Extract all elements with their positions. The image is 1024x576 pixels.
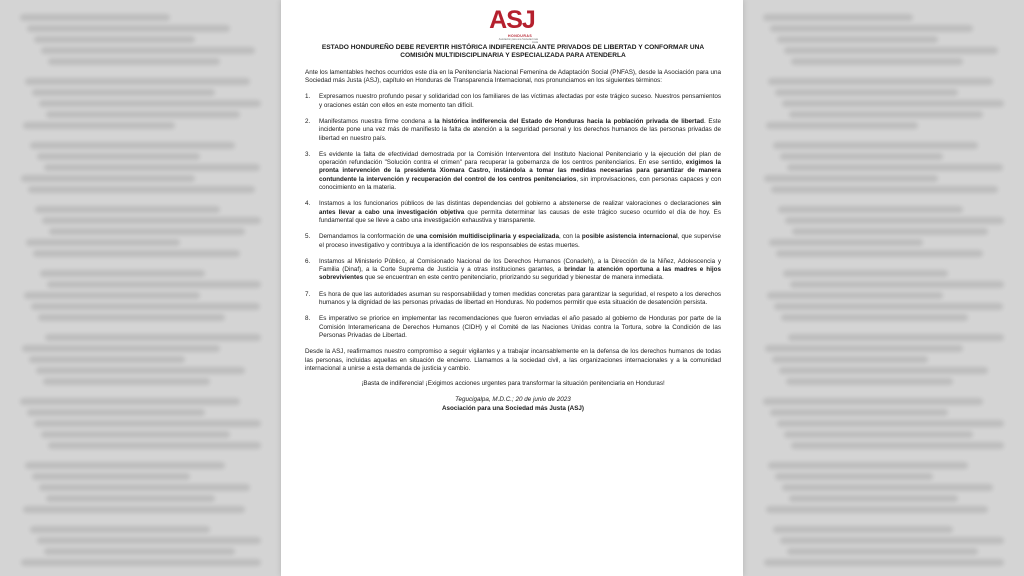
text: Demandamos la conformación de (319, 233, 417, 241)
blurred-line (27, 25, 230, 32)
statement-text (319, 258, 721, 283)
blurred-line (784, 47, 998, 54)
blurred-line (770, 25, 973, 32)
blurred-line (772, 356, 928, 363)
text: que permita determinar las causas de este trágico suceso ocurrido el día de hoy. Es fundamental que se lleve a cabo una investigación exhaustiva y transparente. (319, 208, 721, 224)
document-title: ESTADO HONDUREÑO DEBE REVERTIR HISTÓRICA INDIFERENCIA ANTE PRIVADOS DE LIBERTAD Y CONFORMAR UNA COMISIÓN MULTIDISCIPLINARIA Y ESPECIALIZADA PARA ATENDERLA (321, 44, 705, 60)
text: Es evidente la falta de efectividad demostrada por la Comisión Interventora del Instituto Nacional Penitenciario y la ejecución del plan de operación refundación "Solución contra el crimen" para recuperar la gobernanza de los centros penitenciarios. En ese sentido, (319, 150, 721, 167)
blurred-line (44, 164, 260, 171)
blurred-line (36, 367, 245, 374)
blurred-line (785, 217, 1004, 224)
document-intro: Ante los lamentables hechos ocurridos este día en la Penitenciaría Nacional Femenina de Adaptación Social (PNFAS), desde la Asociación para una Sociedad más Justa (ASJ), capítulo en Honduras de Transparencia Internacional, nos pronunciamos en los siguientes términos: (305, 68, 721, 85)
blurred-line (792, 228, 988, 235)
statement-item (305, 291, 721, 308)
blurred-line (30, 526, 210, 533)
blurred-line (767, 292, 943, 299)
blurred-line (48, 442, 261, 449)
blurred-line (21, 175, 195, 182)
blurred-line (768, 78, 993, 85)
blurred-line (782, 484, 993, 491)
blurred-line (32, 473, 190, 480)
blurred-line (764, 175, 938, 182)
logo-tagline: Asociación para una Sociedad más Justa (498, 38, 538, 44)
blurred-line (765, 345, 963, 352)
statement-item (305, 118, 721, 143)
blurred-line (41, 47, 255, 54)
blurred-line (45, 334, 261, 341)
blurred-left-panel (0, 0, 281, 576)
blurred-line (27, 409, 205, 416)
blurred-line (23, 506, 245, 513)
blurred-line (789, 495, 958, 502)
blurred-line (34, 420, 261, 427)
blurred-line (38, 314, 225, 321)
blurred-line (26, 239, 180, 246)
closing-paragraph: Desde la ASJ, reafirmamos nuestro compromiso a seguir vigilantes y a trabajar incansablemente en la defensa de los derechos humanos de todas las personas, incluidas aquellas en situación de encierro. Llamamos a la sociedad civil, a las organizaciones internacionales y a la comunidad internacional a unirse a esta demanda de justicia y cambio. (305, 348, 721, 372)
blurred-line (791, 58, 963, 65)
blurred-line (773, 142, 978, 149)
bold-text: sin antes llevar a cabo una investigación objetiva (319, 200, 721, 216)
blurred-line (40, 270, 205, 277)
blurred-line (39, 100, 261, 107)
blurred-line (776, 250, 983, 257)
blurred-line (787, 164, 1003, 171)
statement-text (319, 118, 721, 143)
blurred-line (23, 122, 175, 129)
place-date: Tegucigalpa, M.D.C.; 20 de junio de 2023 (455, 396, 571, 404)
blurred-line (41, 431, 230, 438)
statement-number: 2. (305, 118, 311, 125)
blurred-line (779, 367, 988, 374)
logo-subtitle: HONDURAS (508, 34, 533, 38)
blurred-line (791, 442, 1004, 449)
text: Expresamos nuestro profundo pesar y solidaridad con los familiares de las víctimas afectadas por este trágico suceso. Nuestros pensamientos y oraciones están con ellos en este momento tan difícil. (319, 93, 721, 109)
statement-item (305, 233, 721, 250)
signature: Asociación para una Sociedad más Justa (ASJ) (441, 404, 585, 412)
blurred-line (30, 142, 235, 149)
blurred-line (771, 186, 998, 193)
blurred-line (766, 122, 918, 129)
bold-text: posible asistencia internacional (581, 233, 678, 241)
blurred-line (49, 228, 245, 235)
statement-number: 1. (305, 93, 311, 101)
text: . Este incidente pone una vez más de manifiesto la falta de atención a la seguridad personal y los derechos humanos de las personas privadas de libertad en nuestro país. (319, 118, 721, 142)
statement-text (319, 151, 721, 192)
text: Manifestamos nuestra firme condena a (319, 118, 435, 125)
blurred-line (784, 431, 973, 438)
blurred-line (788, 334, 1004, 341)
blurred-line (773, 526, 953, 533)
blurred-line (777, 36, 938, 43)
blurred-line (28, 186, 255, 193)
statement-item (305, 258, 721, 283)
statement-number: 4. (305, 200, 311, 208)
statement-item (305, 93, 721, 110)
statement-number: 8. (305, 315, 311, 323)
blurred-line (777, 420, 1004, 427)
blurred-line (781, 314, 968, 321)
text: Es hora de que las autoridades asuman su responsabilidad y tomen medidas concretas para garantizar la seguridad, el respeto a los derechos humanos y la dignidad de las personas privadas de libertad en Honduras. No podemos permitir que esta situación de desatención persista. (319, 290, 721, 307)
blurred-line (20, 398, 240, 405)
blurred-line (786, 378, 953, 385)
blurred-line (783, 270, 948, 277)
text: , con la (558, 233, 582, 241)
blurred-line (778, 206, 963, 213)
blurred-line (787, 548, 978, 555)
statement-item (305, 151, 721, 192)
logo-text: ASJ (489, 6, 535, 34)
statement-number: 3. (305, 150, 311, 158)
call-to-action: ¡Basta de indiferencia! ¡Exigimos acciones urgentes para transformar la situación penitenciaria en Honduras! (361, 380, 665, 388)
blurred-line (46, 495, 215, 502)
document-page (281, 0, 743, 576)
blurred-line (22, 345, 220, 352)
statement-text (319, 291, 721, 308)
text: que se encuentran en este centro penitenciario, priorizando su seguridad y bienestar de manera inmediata. (363, 274, 664, 282)
blurred-line (43, 378, 210, 385)
text: , sin improvisaciones, con personas capaces y con conocimiento en la materia. (319, 175, 721, 192)
statement-text (319, 200, 721, 225)
blurred-line (764, 559, 1004, 566)
blurred-line (780, 537, 1004, 544)
blurred-line (47, 281, 261, 288)
blurred-line (44, 548, 235, 555)
blurred-line (31, 303, 260, 310)
blurred-line (29, 356, 185, 363)
blurred-line (21, 559, 261, 566)
blurred-line (774, 303, 1003, 310)
statement-number: 5. (305, 233, 311, 241)
bold-text: exigimos la pronta intervención de la presidenta Xiomara Castro, instándola a tomar las medidas necesarias para garantizar de manera contundente la intervención y recuperación del control de los centros penitenciarios (319, 159, 721, 183)
blurred-line (769, 239, 923, 246)
blurred-line (32, 89, 215, 96)
blurred-line (770, 409, 948, 416)
blurred-line (775, 473, 933, 480)
text: Instamos a los funcionarios públicos de las distintas dependencias del gobierno a abstenerse de realizar valoraciones o declaraciones (319, 200, 712, 208)
blurred-line (763, 398, 983, 405)
blurred-line (37, 537, 261, 544)
blurred-line (775, 89, 958, 96)
statement-text (319, 93, 721, 110)
blurred-line (39, 484, 250, 491)
text: Es imperativo se priorice en implementar las recomendaciones que fueron enviadas el año pasado al gobierno de Honduras por parte de la Comisión Interamericana de Derechos Humanos (CIDH) y el Comité de las Naciones Unidas contra la Tortura, sobre la Condición de las Personas Privadas de Libertad. (319, 315, 721, 339)
bold-text: una comisión multidisciplinaria y especializada (416, 233, 559, 241)
statement-text (319, 233, 721, 250)
blurred-line (35, 206, 220, 213)
blurred-line (42, 217, 261, 224)
statement-item (305, 315, 721, 340)
blurred-line (37, 153, 200, 160)
blurred-line (789, 111, 983, 118)
blurred-line (766, 506, 988, 513)
statement-list (305, 93, 721, 340)
blurred-line (25, 78, 250, 85)
blurred-line (780, 153, 943, 160)
blurred-line (20, 14, 170, 21)
blurred-line (34, 36, 195, 43)
blurred-line (46, 111, 240, 118)
blurred-line (48, 58, 220, 65)
statement-number: 7. (305, 290, 311, 298)
blurred-line (768, 462, 968, 469)
blurred-line (790, 281, 1004, 288)
statement-number: 6. (305, 257, 311, 265)
blurred-line (763, 14, 913, 21)
statement-text (319, 315, 721, 340)
bold-text: la histórica indiferencia del Estado de Honduras hacia la población privada de libertad (434, 118, 704, 125)
blurred-line (33, 250, 240, 257)
document-body (305, 44, 721, 413)
text: , que supervise el proceso investigativo y contribuya a la identificación de los responsables de estas muertes. (319, 233, 721, 249)
blurred-right-panel (743, 0, 1024, 576)
statement-item (305, 200, 721, 225)
blurred-line (25, 462, 225, 469)
blurred-line (24, 292, 200, 299)
asj-logo (486, 6, 538, 44)
text: Instamos al Ministerio Público, al Comisionado Nacional de los Derechos Humanos (Conadeh), a la Dirección de la Niñez, Adolescencia y Familia (Dinaf), a la Corte Suprema de Justicia y a otras instituciones garantes, a (319, 257, 721, 274)
blurred-line (782, 100, 1004, 107)
bold-text: brindar la atención oportuna a las madres e hijos sobrevivientes (319, 266, 721, 282)
